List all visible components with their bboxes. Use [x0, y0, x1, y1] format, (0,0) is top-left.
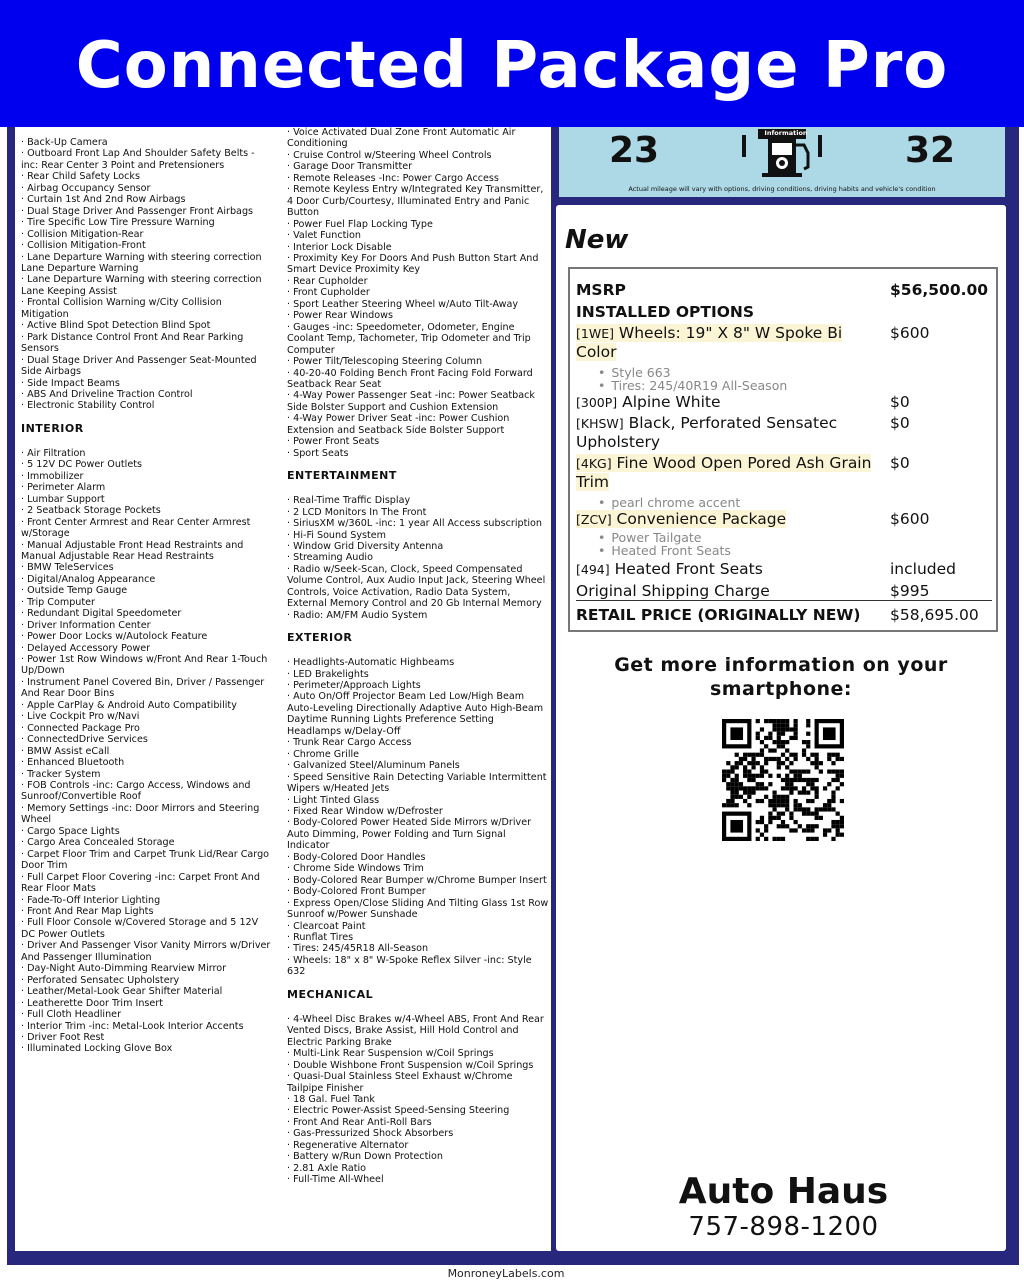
feature-item: · Apple CarPlay & Android Auto Compatibility [21, 699, 237, 711]
option-price: $0 [890, 454, 910, 472]
feature-item: · Frontal Collision Warning w/City Collision Mitigation [21, 297, 222, 320]
feature-item: · Radio: AM/FM Audio System [287, 609, 428, 621]
feature-item: · Tracker System [21, 768, 101, 780]
feature-item: · Streaming Audio [287, 552, 373, 564]
interior-features-list [21, 448, 271, 1055]
feature-item: · Rear Cupholder [287, 275, 368, 287]
entertainment-heading: ENTERTAINMENT [287, 469, 397, 483]
feature-item: · Auto On/Off Projector Beam Led Low/High Beam Auto-Leveling Directionally Adaptive Auto High-Beam Daytime Running Lights Preference Setting Headlamps w/Delay-Off [287, 691, 544, 737]
feature-item: · Voice Activated Dual Zone Front Automatic Air Conditioning [287, 127, 516, 150]
feature-item: · Collision Mitigation-Rear [21, 228, 144, 240]
feature-item: · Driver And Passenger Visor Vanity Mirrors w/Driver And Passenger Illumination [21, 940, 271, 963]
feature-item: · Power Tilt/Telescoping Steering Column [287, 356, 483, 368]
option-price: $600 [890, 324, 930, 342]
feature-item: · Front Cupholder [287, 287, 370, 299]
option-code: [1WE] [576, 326, 614, 341]
feature-item: · 2.81 Axle Ratio [287, 1162, 366, 1174]
option-code: [4KG] [576, 456, 612, 471]
option-name: Convenience Package [616, 510, 787, 528]
feature-item: · Tire Specific Low Tire Pressure Warning [21, 217, 215, 229]
feature-item: · Manual Adjustable Front Head Restraints and Manual Adjustable Rear Head Restraints [21, 539, 244, 562]
feature-item: · Garage Door Transmitter [287, 161, 413, 173]
option-detail: • pearl chrome accent [598, 496, 740, 510]
dealer-phone[interactable]: 757-898-1200 [688, 1212, 879, 1242]
feature-item: · Redundant Digital Speedometer [21, 608, 182, 620]
dealer-name: Auto Haus [678, 1171, 889, 1212]
feature-item: · Front And Rear Anti-Roll Bars [287, 1116, 432, 1128]
feature-item: · Enhanced Bluetooth [21, 757, 125, 769]
feature-item: · Park Distance Control Front And Rear Parking Sensors [21, 331, 244, 355]
feature-item: · Power Fuel Flap Locking Type [287, 218, 433, 230]
option-name: Alpine White [622, 393, 721, 411]
feature-item: · Interior Lock Disable [287, 241, 392, 253]
feature-item: · Remote Releases -Inc: Power Cargo Access [287, 172, 499, 184]
feature-item: · Connected Package Pro [21, 722, 140, 734]
shipping-label: Original Shipping Charge [576, 582, 770, 600]
feature-item: · Fade-To-Off Interior Lighting [21, 894, 161, 906]
footer-link[interactable]: MonroneyLabels.com [447, 1267, 565, 1280]
mechanical-features-list [287, 1014, 549, 1186]
feature-item: · Delayed Accessory Power [21, 642, 151, 654]
feature-item: · Gauges -inc: Speedometer, Odometer, Engine Coolant Temp, Tachometer, Trip Odometer and Trip Computer [287, 321, 531, 356]
feature-item: · 4-Way Power Driver Seat -inc: Power Cushion Extension and Seatback Side Bolster Support [287, 413, 510, 436]
city-mpg-value: 23 [609, 130, 660, 171]
feature-item: · Leather/Metal-Look Gear Shifter Material [21, 986, 223, 998]
feature-item: · Full Carpet Floor Covering -inc: Carpet Front And Rear Floor Mats [21, 871, 260, 895]
feature-item: · Trunk Rear Cargo Access [287, 737, 412, 749]
option-detail: • Style 663 [598, 366, 671, 380]
feature-item: · 4-Wheel Disc Brakes w/4-Wheel ABS, Front And Rear Vented Discs, Brake Assist, Hill Hold Control and Electric Parking Brake [287, 1013, 544, 1048]
feature-item: · Window Grid Diversity Antenna [287, 540, 444, 552]
feature-item: · 4-Way Power Passenger Seat -inc: Power Seatback Side Bolster Support and Cushion Extension [287, 390, 535, 413]
feature-item: · Front And Rear Map Lights [21, 906, 154, 917]
feature-item: · Gas-Pressurized Shock Absorbers [287, 1128, 454, 1140]
title-banner [0, 0, 1024, 127]
retail-label: RETAIL PRICE (ORIGINALLY NEW) [576, 606, 861, 624]
banner-title: Connected Package Pro [75, 29, 949, 103]
feature-item: · Interior Trim -inc: Metal-Look Interior Accents [21, 1020, 244, 1032]
feature-item: · Regenerative Alternator [287, 1139, 409, 1151]
feature-item: · Body-Colored Front Bumper [287, 886, 426, 898]
option-code: [KHSW] [576, 416, 624, 431]
interior-heading: INTERIOR [21, 421, 84, 435]
feature-item: · 40-20-40 Folding Bench Front Facing Fold Forward Seatback Rear Seat [287, 367, 533, 390]
option-name: Wheels: 19" X 8" W Spoke Bi Color [576, 324, 843, 361]
feature-item: · 18 Gal. Fuel Tank [287, 1093, 375, 1105]
features-column-2 [287, 127, 549, 1186]
mechanical-heading: MECHANICAL [287, 987, 374, 1001]
feature-item: · Body-Colored Rear Bumper w/Chrome Bumper Insert [287, 874, 547, 886]
fuel-economy-box [559, 127, 1005, 197]
feature-item: · Power Front Seats [287, 436, 380, 448]
feature-item: · Full Floor Console w/Covered Storage and 5 12V DC Power Outlets [21, 917, 259, 940]
feature-item: · Front Center Armrest and Rear Center Armrest w/Storage [21, 516, 251, 540]
feature-item: · Cruise Control w/Steering Wheel Controls [287, 149, 492, 161]
feature-item: · Side Impact Beams [21, 377, 120, 389]
highway-mpg-value: 32 [905, 130, 956, 171]
features-panel [15, 127, 551, 1251]
option-name: Black, Perforated Sensatec Upholstery [576, 414, 838, 451]
feature-item: · Perimeter Alarm [21, 482, 106, 494]
feature-item: · Day-Night Auto-Dimming Rearview Mirror [21, 963, 227, 975]
feature-item: · Clearcoat Paint [287, 920, 366, 932]
option-name: Fine Wood Open Pored Ash Grain Trim [576, 454, 872, 491]
feature-item: · Carpet Floor Trim and Carpet Trunk Lid/Rear Cargo Door Trim [21, 848, 270, 872]
option-detail: • Tires: 245/40R19 All-Season [598, 379, 787, 393]
feature-item: · Express Open/Close Sliding And Tilting Glass 1st Row Sunroof w/Power Sunshade [287, 897, 549, 921]
feature-item: · LED Brakelights [287, 668, 369, 680]
installed-options-label: INSTALLED OPTIONS [576, 303, 755, 321]
feature-item: · Real-Time Traffic Display [287, 495, 411, 507]
feature-item: · Back-Up Camera [21, 137, 108, 148]
feature-item: · Body-Colored Power Heated Side Mirrors w/Driver Auto Dimming, Power Folding and Turn Signal Indicator [287, 817, 532, 852]
feature-item: · Lumbar Support [21, 493, 105, 505]
option-code: [300P] [576, 395, 618, 410]
feature-item: · Cargo Space Lights [21, 825, 120, 837]
feature-item: · Radio w/Seek-Scan, Clock, Speed Compensated Volume Control, Aux Audio Input Jack, Steering Wheel Controls, Voice Activation, Radio Data System, External Memory Control and 20 Gb Internal Memory [287, 563, 546, 610]
feature-item: · ABS And Driveline Traction Control [21, 388, 193, 400]
price-panel [556, 205, 1006, 1251]
vehicle-condition: New [565, 225, 629, 255]
feature-item: · Dual Stage Driver And Passenger Front Airbags [21, 205, 254, 217]
feature-item: · Multi-Link Rear Suspension w/Coil Springs [287, 1048, 494, 1060]
features-column-1 [21, 137, 271, 1055]
feature-item: · Quasi-Dual Stainless Steel Exhaust w/Chrome Tailpipe Finisher [287, 1071, 513, 1094]
mileage-disclaimer: Actual mileage will vary with options, driving conditions, driving habits and vehicle's condition [628, 185, 936, 193]
feature-item: · Chrome Grille [287, 748, 360, 760]
feature-item: · Speed Sensitive Rain Detecting Variable Intermittent Wipers w/Heated Jets [287, 771, 547, 795]
feature-item: · Airbag Occupancy Sensor [21, 182, 151, 194]
feature-item: · Lane Departure Warning with steering correction Lane Departure Warning [21, 251, 262, 274]
feature-item: · Driver Foot Rest [21, 1031, 105, 1043]
feature-item: · Curtain 1st And 2nd Row Airbags [21, 194, 186, 206]
feature-item: · Cargo Area Concealed Storage [21, 837, 175, 849]
option-name: Heated Front Seats [614, 560, 763, 578]
feature-item: · Dual Stage Driver And Passenger Seat-Mounted Side Airbags [21, 354, 257, 378]
feature-item: · Outboard Front Lap And Shoulder Safety Belts -inc: Rear Center 3 Point and Pretensioners [21, 148, 255, 171]
msrp-label: MSRP [576, 281, 626, 299]
safety-features-list [21, 137, 271, 412]
feature-item: · Active Blind Spot Detection Blind Spot [21, 320, 211, 332]
feature-item: · Collision Mitigation-Front [21, 240, 146, 252]
feature-item: · SiriusXM w/360L -inc: 1 year All Access subscription [287, 518, 542, 530]
option-detail: • Power Tailgate [598, 531, 702, 545]
feature-item: · Fixed Rear Window w/Defroster [287, 806, 443, 818]
feature-item: · 5 12V DC Power Outlets [21, 459, 142, 471]
feature-item: · Tires: 245/45R18 All-Season [287, 943, 429, 955]
feature-item: · Proximity Key For Doors And Push Button Start And Smart Device Proximity Key [287, 252, 539, 276]
feature-item: · 2 LCD Monitors In The Front [287, 506, 427, 518]
feature-item: · BMW Assist eCall [21, 745, 110, 757]
feature-item: · Illuminated Locking Glove Box [21, 1043, 173, 1055]
feature-item: · Remote Keyless Entry w/Integrated Key Transmitter, 4 Door Curb/Courtesy, Illuminated Entry and Panic Button [287, 184, 544, 219]
feature-item: · Body-Colored Door Handles [287, 851, 426, 863]
feature-item: · Light Tinted Glass [287, 794, 380, 806]
option-code: [494] [576, 562, 610, 577]
feature-item: · Sport Seats [287, 447, 349, 459]
feature-item: · Wheels: 18" x 8" W-Spoke Reflex Silver -inc: Style 632 [287, 954, 532, 978]
feature-item: · BMW TeleServices [21, 562, 114, 574]
option-price: $0 [890, 393, 910, 411]
feature-item: · Full Cloth Headliner [21, 1009, 122, 1021]
feature-item: · Memory Settings -inc: Door Mirrors and Steering Wheel [21, 802, 260, 826]
shipping-value: $995 [890, 582, 930, 600]
feature-item: · FOB Controls -inc: Cargo Access, Windows and Sunroof/Convertible Roof [21, 780, 251, 803]
feature-item: · Galvanized Steel/Aluminum Panels [287, 760, 460, 772]
feature-item: · Air Filtration [21, 447, 86, 459]
option-detail: • Heated Front Seats [598, 544, 731, 558]
pump-info-label: Information [764, 129, 808, 137]
feature-item: · Power Door Locks w/Autolock Feature [21, 631, 208, 643]
feature-item: · Digital/Analog Appearance [21, 573, 156, 585]
option-price: included [890, 560, 956, 578]
msrp-value: $56,500.00 [890, 281, 989, 299]
feature-item: · Instrument Panel Covered Bin, Driver / Passenger And Rear Door Bins [21, 676, 265, 700]
feature-item: · Sport Leather Steering Wheel w/Auto Tilt-Away [287, 298, 519, 310]
option-price: $600 [890, 510, 930, 528]
comfort-features-list [287, 127, 549, 459]
feature-item: · Outside Temp Gauge [21, 585, 128, 597]
feature-item: · Electric Power-Assist Speed-Sensing Steering [287, 1105, 510, 1117]
feature-item: · Power 1st Row Windows w/Front And Rear 1-Touch Up/Down [21, 654, 268, 677]
feature-item: · Runflat Tires [287, 932, 354, 943]
feature-item: · Lane Departure Warning with steering correction Lane Keeping Assist [21, 274, 262, 297]
feature-item: · Driver Information Center [21, 619, 151, 631]
feature-item: · Perforated Sensatec Upholstery [21, 974, 180, 986]
feature-item: · Power Rear Windows [287, 310, 393, 322]
entertainment-features-list [287, 495, 549, 621]
option-price: $0 [890, 414, 910, 432]
feature-item: · Immobilizer [21, 470, 84, 482]
retail-value: $58,695.00 [890, 606, 979, 624]
feature-item: · Battery w/Run Down Protection [287, 1151, 443, 1163]
option-code: [ZCV] [576, 512, 612, 527]
exterior-features-list [287, 657, 549, 978]
retail-divider [576, 600, 992, 601]
feature-item: · Trip Computer [21, 596, 95, 608]
feature-item: · Electronic Stability Control [21, 400, 155, 412]
price-sticker [568, 267, 998, 632]
feature-item: · Valet Function [287, 230, 361, 242]
smartphone-prompt: Get more information on your smartphone: [614, 654, 948, 700]
feature-item: · Rear Child Safety Locks [21, 171, 140, 183]
feature-item: · Live Cockpit Pro w/Navi [21, 711, 140, 723]
feature-item: · Headlights-Automatic Highbeams [287, 657, 455, 669]
feature-item: · Perimeter/Approach Lights [287, 680, 421, 692]
feature-item: · Leatherette Door Trim Insert [21, 997, 164, 1009]
feature-item: · Double Wishbone Front Suspension w/Coil Springs [287, 1059, 534, 1071]
feature-item: · ConnectedDrive Services [21, 734, 148, 746]
feature-item: · Full-Time All-Wheel [287, 1174, 384, 1186]
exterior-heading: EXTERIOR [287, 631, 353, 645]
qr-code-icon[interactable] [722, 719, 844, 841]
feature-item: · Hi-Fi Sound System [287, 529, 387, 541]
feature-item: · 2 Seatback Storage Pockets [21, 505, 161, 517]
feature-item: · Chrome Side Windows Trim [287, 863, 424, 875]
